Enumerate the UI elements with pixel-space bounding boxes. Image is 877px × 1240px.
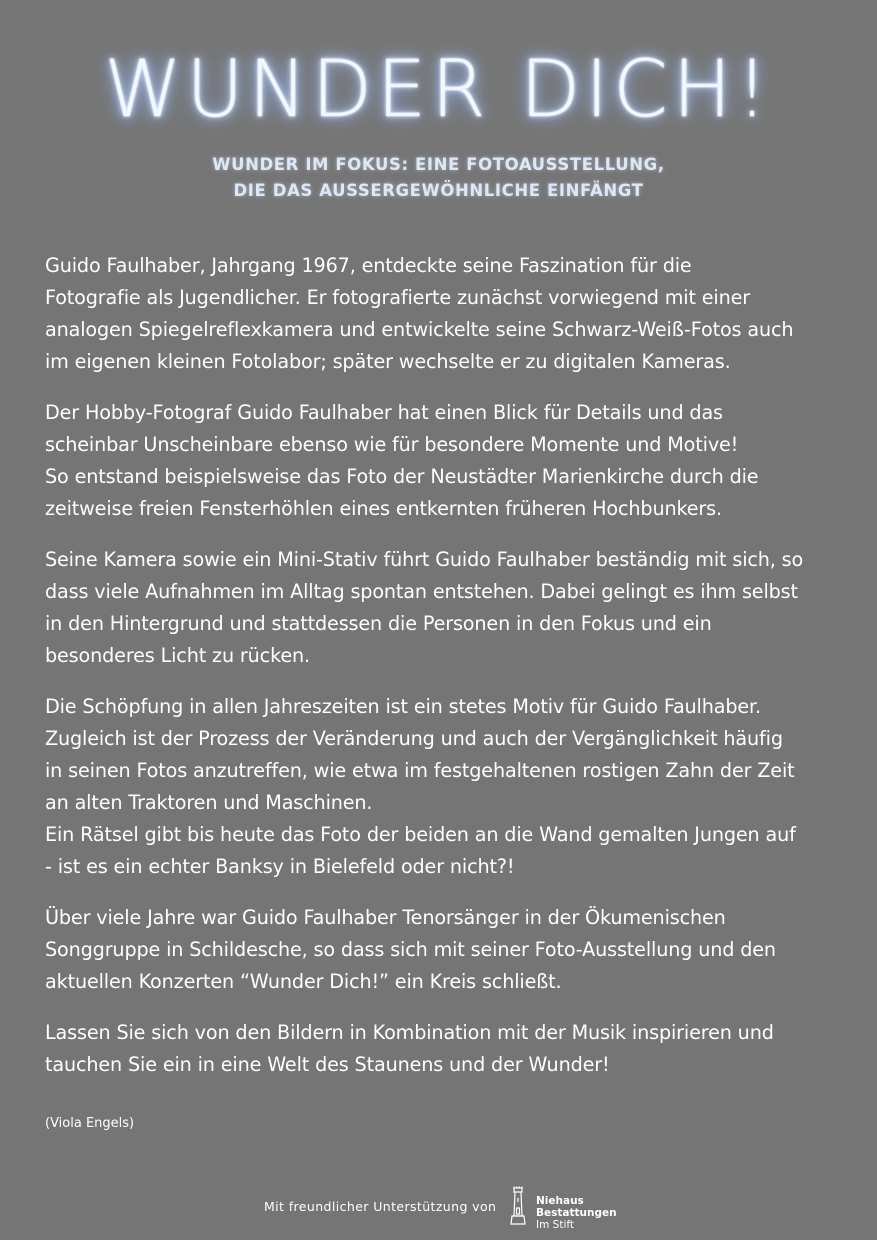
text-line: Die Schöpfung in allen Jahreszeiten ist ein stetes Motiv für Guido Faulhaber. xyxy=(45,695,761,718)
text-line: im eigenen kleinen Fotolabor; später wechselte er zu digitalen Kameras. xyxy=(45,350,731,373)
text-line: - ist es ein echter Banksy in Bielefeld oder nicht?! xyxy=(45,855,515,878)
paragraph xyxy=(45,1017,845,1081)
text-line: in seinen Fotos anzutreffen, wie etwa im festgehaltenen rostigen Zahn der Zeit xyxy=(45,759,795,782)
support-text: Mit freundlicher Unterstützung von xyxy=(264,1199,497,1214)
text-line: Lassen Sie sich von den Bildern in Kombination mit der Musik inspirieren und xyxy=(45,1021,774,1044)
author-credit: (Viola Engels) xyxy=(45,1116,135,1131)
text-line: So entstand beispielsweise das Foto der Neustädter Marienkirche durch die xyxy=(45,465,759,488)
paragraph xyxy=(45,544,845,672)
text-line: Fotografie als Jugendlicher. Er fotografierte zunächst vorwiegend mit einer xyxy=(45,286,751,309)
text-line: Ein Rätsel gibt bis heute das Foto der beiden an die Wand gemalten Jungen auf xyxy=(45,823,796,846)
text-line: tauchen Sie ein in eine Welt des Staunens und der Wunder! xyxy=(45,1053,610,1076)
page-title: WUNDER DICH! xyxy=(104,45,773,135)
subtitle-line: WUNDER IM FOKUS: EINE FOTOAUSSTELLUNG, xyxy=(212,155,665,174)
paragraph xyxy=(45,397,845,525)
text-line: analogen Spiegelreflexkamera und entwickelte seine Schwarz-Weiß-Fotos auch xyxy=(45,318,794,341)
text-line: dass viele Aufnahmen im Alltag spontan entstehen. Dabei gelingt es ihm selbst xyxy=(45,580,798,603)
text-line: Zugleich ist der Prozess der Veränderung und auch der Vergänglichkeit häufig xyxy=(45,727,783,750)
text-line: Der Hobby-Fotograf Guido Faulhaber hat einen Blick für Details und das xyxy=(45,401,723,424)
paragraph xyxy=(45,250,845,378)
logo-line: Bestattungen xyxy=(536,1207,617,1219)
text-line: Über viele Jahre war Guido Faulhaber Tenorsänger in der Ökumenischen xyxy=(45,906,726,929)
paragraph xyxy=(45,902,845,998)
text-line: Seine Kamera sowie ein Mini-Stativ führt Guido Faulhaber beständig mit sich, so xyxy=(45,548,804,571)
subtitle xyxy=(0,152,877,204)
text-line: an alten Traktoren und Maschinen. xyxy=(45,791,373,814)
subtitle-line: DIE DAS AUSSERGEWÖHNLICHE EINFÄNGT xyxy=(233,181,644,200)
text-line: besonderes Licht zu rücken. xyxy=(45,644,310,667)
logo-line: Im Stift xyxy=(536,1219,574,1231)
text-line: in den Hintergrund und stattdessen die Personen in den Fokus und ein xyxy=(45,612,712,635)
footer xyxy=(0,1183,877,1233)
sponsor-logo-text xyxy=(536,1195,617,1231)
paragraph xyxy=(45,691,845,883)
text-line: zeitweise freien Fensterhöhlen eines entkernten früheren Hochbunkers. xyxy=(45,497,722,520)
text-line: Songgruppe in Schildesche, so dass sich mit seiner Foto-Ausstellung und den xyxy=(45,938,776,961)
text-line: scheinbar Unscheinbare ebenso wie für besondere Momente und Motive! xyxy=(45,433,739,456)
text-line: aktuellen Konzerten “Wunder Dich!” ein Kreis schließt. xyxy=(45,970,562,993)
body-text xyxy=(45,250,845,1100)
tower-icon xyxy=(509,1186,527,1226)
text-line: Guido Faulhaber, Jahrgang 1967, entdeckte seine Faszination für die xyxy=(45,254,692,277)
logo-line: Niehaus xyxy=(536,1195,584,1207)
